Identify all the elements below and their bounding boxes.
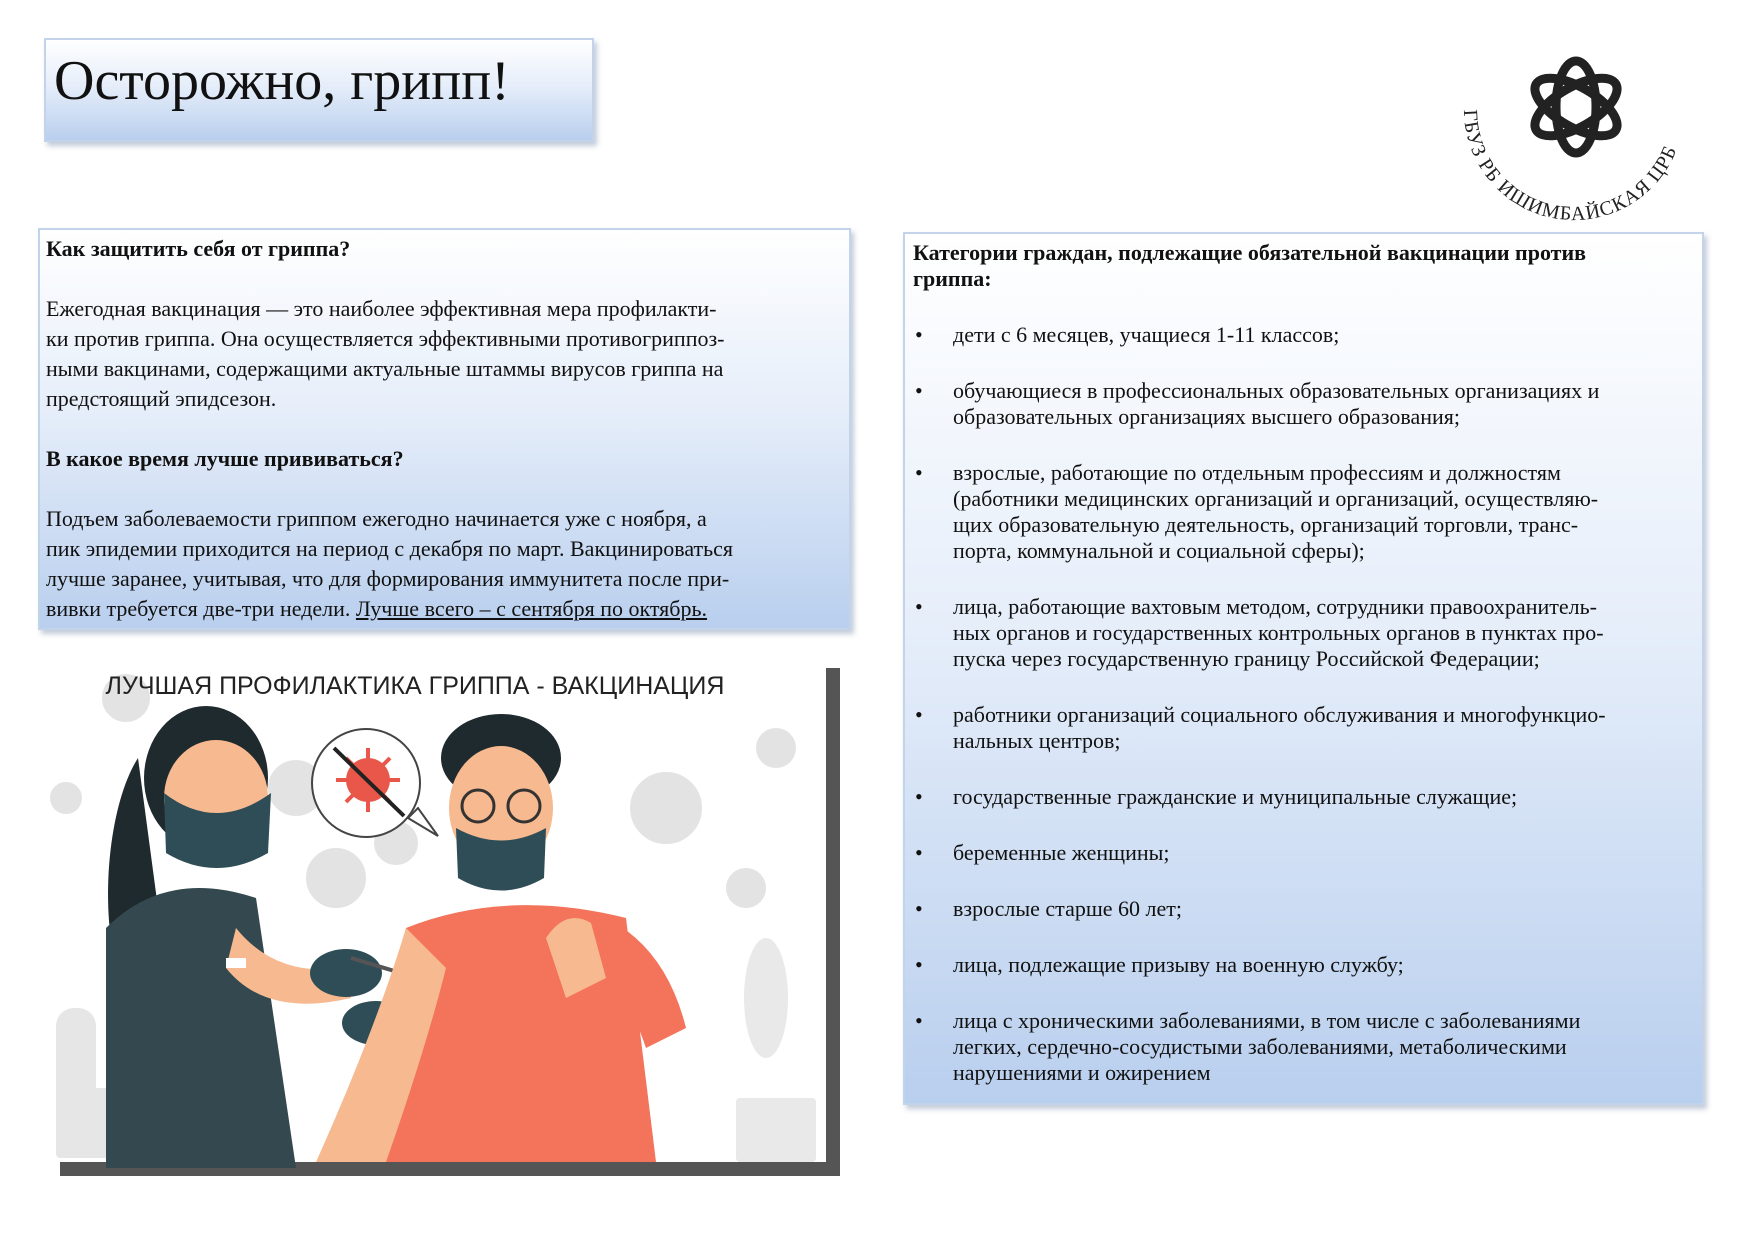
atom-knot-icon [1526, 61, 1626, 153]
info-paragraph-line: лучше заранее, учитывая, что для формирования иммунитета после при- [46, 566, 730, 591]
page-title: Осторожно, грипп! [54, 50, 510, 112]
info-paragraph-line [46, 594, 839, 624]
mandatory-categories-box [903, 232, 1704, 1105]
info-paragraph-line: ными вакцинами, содержащими актуальные штаммы вирусов гриппа на [46, 356, 724, 381]
bullet-icon: • [915, 702, 923, 727]
bullet-icon: • [915, 784, 923, 809]
info-paragraph-line: Подъем заболеваемости гриппом ежегодно начинается уже с ноября, а [46, 506, 707, 531]
category-list-item [913, 840, 1692, 866]
bullet-icon: • [915, 840, 923, 865]
category-list-item [913, 460, 1692, 564]
category-text-line: ных органов и государственных контрольных органов в пунктах про- [953, 620, 1604, 645]
bullet-icon: • [915, 322, 923, 347]
logo [1438, 50, 1708, 230]
vaccination-info-box [38, 228, 851, 630]
category-text-line: взрослые, работающие по отдельным профессиям и должностям [953, 460, 1561, 485]
category-text-line: пуска через государственную границу Российской Федерации; [953, 646, 1540, 671]
category-text-line: (работники медицинских организаций и организаций, осуществляю- [953, 486, 1599, 511]
bullet-icon: • [915, 896, 923, 921]
category-text-line: работники организаций социального обслуживания и многофункцио- [953, 702, 1606, 727]
category-list-item [913, 378, 1692, 430]
category-list-item [913, 896, 1692, 922]
category-text-line: государственные гражданские и муниципальные служащие; [953, 784, 1518, 809]
category-text-line: щих образовательную деятельность, организаций торговли, транс- [953, 512, 1579, 537]
info-paragraph-text: вивки требуется две-три недели. [46, 596, 356, 621]
info-heading-protection: Как защитить себя от гриппа? [46, 236, 351, 261]
bullet-icon: • [915, 952, 923, 977]
bullet-icon: • [915, 378, 923, 403]
category-text-line: легких, сердечно-сосудистыми заболеваниями, метаболическими [953, 1034, 1567, 1059]
category-text-line: образовательных организациях высшего образования; [953, 404, 1460, 429]
bullet-icon: • [915, 1008, 923, 1033]
category-text-line: взрослые старше 60 лет; [953, 896, 1183, 921]
category-text-line: обучающиеся в профессиональных образовательных организациях и [953, 378, 1600, 403]
info-paragraph-line: ки против гриппа. Она осуществляется эффективными противогриппоз- [46, 326, 725, 351]
category-list-item [913, 322, 1692, 348]
category-text-line: нарушениями и ожирением [953, 1060, 1211, 1085]
category-text-line: лица, подлежащие призыву на военную службу; [953, 952, 1404, 977]
category-list-item [913, 702, 1692, 754]
category-text-line: дети с 6 месяцев, учащиеся 1-11 классов; [953, 322, 1340, 347]
category-text-line: нальных центров; [953, 728, 1121, 753]
illustration-caption: ЛУЧШАЯ ПРОФИЛАКТИКА ГРИППА - ВАКЦИНАЦИЯ [105, 672, 725, 700]
categories-heading-line: гриппа: [913, 266, 992, 291]
category-text-line: беременные женщины; [953, 840, 1170, 865]
bullet-icon: • [915, 460, 923, 485]
category-list-item [913, 784, 1692, 810]
category-list-item [913, 952, 1692, 978]
categories-heading-line: Категории граждан, подлежащие обязательной вакцинации против [913, 240, 1587, 265]
bullet-icon: • [915, 594, 923, 619]
categories-heading [913, 240, 1692, 292]
category-text-line: лица, работающие вахтовым методом, сотрудники правоохранитель- [953, 594, 1597, 619]
vaccination-illustration [46, 668, 840, 1176]
info-paragraph-line: предстоящий эпидсезон. [46, 386, 277, 411]
title-box [44, 38, 594, 142]
category-text-line: лица с хроническими заболеваниями, в том числе с заболеваниями [953, 1008, 1581, 1033]
category-text-line: порта, коммунальной и социальной сферы); [953, 538, 1365, 563]
categories-list [913, 322, 1692, 1086]
category-list-item [913, 594, 1692, 672]
info-paragraph-line: Ежегодная вакцинация — это наиболее эффективная мера профилакти- [46, 296, 717, 321]
logo-text: ГБУЗ РБ ИШИМБАЙСКАЯ ЦРБ [1458, 108, 1682, 226]
info-heading-timing: В какое время лучше прививаться? [46, 446, 404, 471]
best-time-underlined: Лучше всего – с сентября по октябрь. [355, 596, 708, 621]
category-list-item [913, 1008, 1692, 1086]
info-paragraph-line: пик эпидемии приходится на период с декабря по март. Вакцинироваться [46, 536, 734, 561]
